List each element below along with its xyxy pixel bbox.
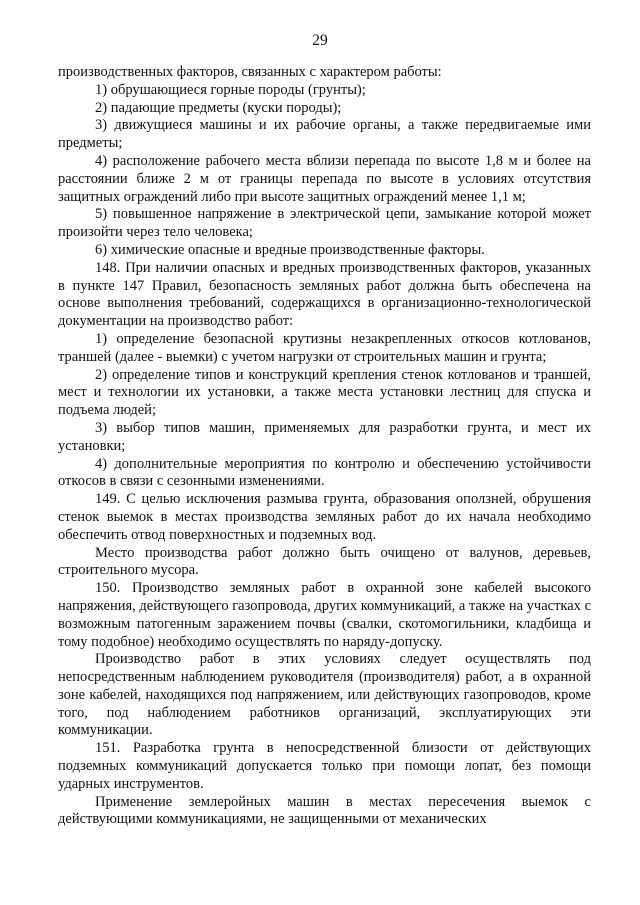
clause-149: 149. С целью исключения размыва грунта, образования оползней, обрушения стенок выемок в местах производства земляных работ до их начала необходимо обеспечить отвод поверхностных и подземных вод. [58, 491, 591, 543]
list-item-requirement-4: 4) дополнительные мероприятия по контролю и обеспечению устойчивости откосов в связи с сезонными изменениями. [58, 455, 591, 490]
list-item-hazard-4: 4) расположение рабочего места вблизи перепада по высоте 1,8 м и более на расстоянии ближе 2 м от границы перепада по высоте в условиях отсутствия защитных ограждений либо при высоте защитных ограждений менее 1,1 м; [58, 152, 591, 205]
clause-151-paragraph-2: Применение землеройных машин в местах пересечения выемок с действующими коммуникациями, не защищенными от механических [58, 793, 591, 828]
list-item-hazard-6: 6) химические опасные и вредные производственные факторы. [95, 241, 485, 258]
list-item-hazard-5: 5) повышенное напряжение в электрической цепи, замыкание которой может произойти через тело человека; [58, 206, 591, 241]
list-item-requirement-2: 2) определение типов и конструкций крепления стенок котлованов и траншей, мест и технологии их установки, а также места установки лестниц для спуска и подъема людей; [58, 366, 591, 419]
document-body [58, 64, 591, 829]
list-item-hazard-2: 2) падающие предметы (куски породы); [95, 99, 342, 116]
list-item-hazard-1: 1) обрушающиеся горные породы (грунты); [95, 81, 366, 98]
clause-148: 148. При наличии опасных и вредных производственных факторов, указанных в пункте 147 Правил, безопасность земляных работ должна быть обеспечена на основе выполнения требований, содержащихся в организационно-технологической документации на производство работ: [58, 259, 591, 330]
clause-151: 151. Разработка грунта в непосредственной близости от действующих подземных коммуникаций допускается только при помощи лопат, без помощи ударных инструментов. [58, 740, 591, 792]
clause-150-paragraph-2: Производство работ в этих условиях следует осуществлять под непосредственным наблюдением руководителя (производителя) работ, а в охранной зоне кабелей, находящихся под напряжением, или действующих газопроводов, кроме того, под наблюдением работников организаций, эксплуатирующих эти коммуникации. [58, 651, 591, 739]
clause-149-paragraph-2: Место производства работ должно быть очищено от валунов, деревьев, строительного мусора. [58, 544, 591, 579]
list-item-requirement-1: 1) определение безопасной крутизны незакрепленных откосов котлованов, траншей (далее - выемки) с учетом нагрузки от строительных машин и грунта; [58, 330, 591, 365]
list-item-requirement-3: 3) выбор типов машин, применяемых для разработки грунта, и мест их установки; [58, 419, 591, 454]
clause-150: 150. Производство земляных работ в охранной зоне кабелей высокого напряжения, действующего газопровода, других коммуникаций, а также на участках с возможным патогенным заражением почвы (свалки, скотомогильники, кладбища и тому подобное) необходимо осуществлять по наряду-допуску. [58, 580, 591, 650]
paragraph-intro-continuation: производственных факторов, связанных с характером работы: [58, 64, 442, 80]
list-item-hazard-3: 3) движущиеся машины и их рабочие органы, а также передвигаемые ими предметы; [58, 117, 591, 152]
page-number: 29 [312, 32, 328, 49]
